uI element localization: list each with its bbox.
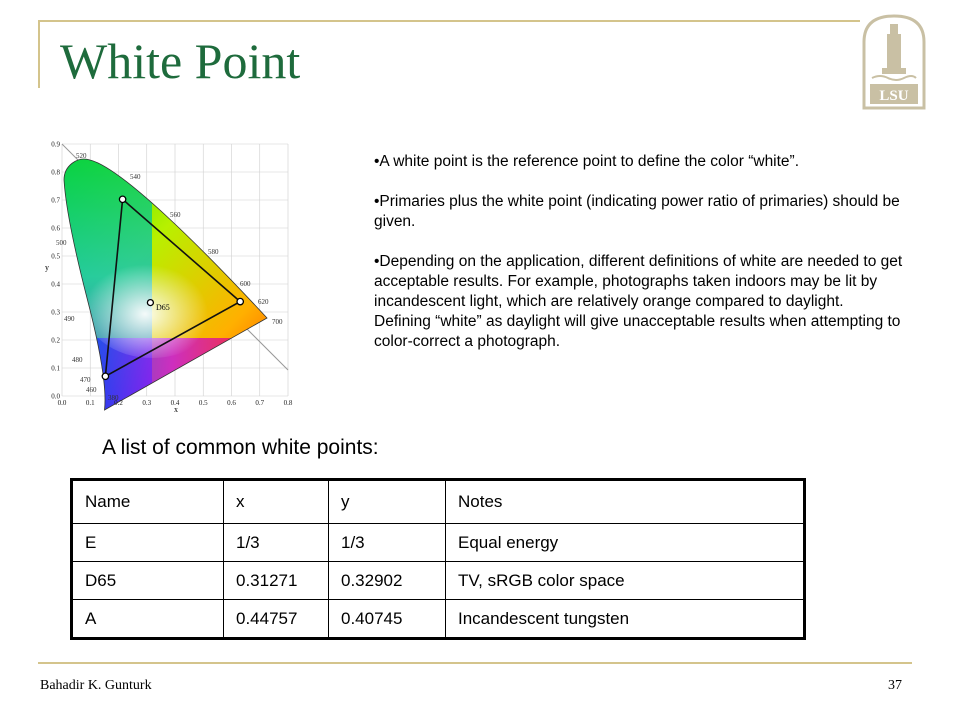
bullet-1: •A white point is the reference point to define the color “white”.: [374, 153, 800, 170]
header-notes: Notes: [446, 480, 805, 524]
footer-line: [38, 662, 912, 664]
wavelength-label: 560: [170, 211, 181, 219]
wavelength-label: 490: [64, 315, 75, 323]
y-tick-label: 0.9: [51, 140, 60, 149]
x-tick-label: 0.2: [114, 399, 123, 407]
blue-primary-marker: [102, 373, 108, 379]
d65-marker: [147, 300, 153, 306]
y-tick-label: 0.0: [51, 392, 60, 401]
bullet-2: •Primaries plus the white point (indicating power ratio of primaries) should be given.: [374, 193, 900, 230]
cell-y: 0.40745: [329, 600, 446, 639]
x-tick-label: 0.1: [85, 399, 95, 407]
cell-y: 0.32902: [329, 562, 446, 600]
cell-notes: Incandescent tungsten: [446, 600, 805, 639]
y-tick-label: 0.7: [51, 196, 60, 205]
y-tick-label: 0.2: [51, 336, 60, 345]
bullet-3: •Depending on the application, different definitions of white are needed to get acceptable results. For example, photographs taken indoors may be lit by incandescent light, which are relatively orange compared to daylight. Defining “white” as daylight will give unacceptable results when attempting to color-correct a photograph.: [374, 253, 903, 350]
cell-x: 0.31271: [224, 562, 329, 600]
table-header-row: [72, 480, 805, 524]
cell-x: 0.44757: [224, 600, 329, 639]
wavelength-label: 540: [130, 173, 141, 181]
cell-notes: Equal energy: [446, 524, 805, 562]
wavelength-label: 620: [258, 298, 269, 306]
cell-name: D65: [72, 562, 224, 600]
y-tick-label: 0.3: [51, 308, 60, 317]
y-tick-label: 0.5: [51, 252, 60, 261]
wavelength-label: 380: [108, 394, 119, 402]
spectral-locus-fill: [42, 138, 302, 416]
cell-x: 1/3: [224, 524, 329, 562]
wavelength-label: 520: [76, 152, 87, 160]
table-row: [72, 562, 805, 600]
y-tick-label: 0.1: [51, 364, 60, 373]
wavelength-label: 580: [208, 248, 219, 256]
bullet-list: [374, 152, 904, 372]
cell-name: E: [72, 524, 224, 562]
wavelength-label: 500: [56, 239, 67, 247]
cell-y: 1/3: [329, 524, 446, 562]
green-primary-marker: [119, 196, 125, 202]
footer-author: Bahadir K. Gunturk: [40, 678, 152, 693]
cie-chromaticity-diagram: [42, 138, 302, 416]
d65-label: D65: [156, 303, 170, 312]
header-x: x: [224, 480, 329, 524]
table-row: [72, 524, 805, 562]
footer-page-number: 37: [888, 678, 902, 693]
y-tick-labels: [51, 141, 60, 401]
left-frame-line: [38, 20, 40, 88]
x-tick-label: 0.6: [227, 399, 236, 407]
x-tick-label: 0.4: [170, 399, 180, 407]
x-tick-label: 0.5: [198, 399, 208, 407]
lsu-logo: [858, 12, 930, 112]
table-row: [72, 600, 805, 639]
x-axis-label: x: [174, 405, 178, 414]
y-tick-label: 0.6: [51, 224, 60, 233]
y-tick-label: 0.4: [51, 280, 60, 289]
white-points-table: [70, 478, 806, 640]
wavelength-label: 480: [72, 356, 83, 364]
white-points-heading: A list of common white points:: [102, 436, 379, 459]
wavelength-label: 460: [86, 386, 97, 394]
x-tick-label: 0.7: [255, 399, 265, 407]
x-tick-label: 0.0: [57, 399, 67, 407]
wavelength-label: 700: [272, 318, 283, 326]
logo-text: LSU: [879, 88, 909, 104]
x-tick-label: 0.8: [283, 399, 293, 407]
wavelength-label: 470: [80, 376, 91, 384]
y-tick-label: 0.8: [51, 168, 60, 177]
wavelength-label: 600: [240, 280, 251, 288]
cell-name: A: [72, 600, 224, 639]
header-name: Name: [72, 480, 224, 524]
y-axis-label: y: [45, 263, 49, 272]
x-tick-label: 0.3: [142, 399, 152, 407]
slide-title: White Point: [60, 33, 301, 89]
red-primary-marker: [237, 298, 243, 304]
cell-notes: TV, sRGB color space: [446, 562, 805, 600]
header-y: y: [329, 480, 446, 524]
top-frame-line: [38, 20, 860, 22]
